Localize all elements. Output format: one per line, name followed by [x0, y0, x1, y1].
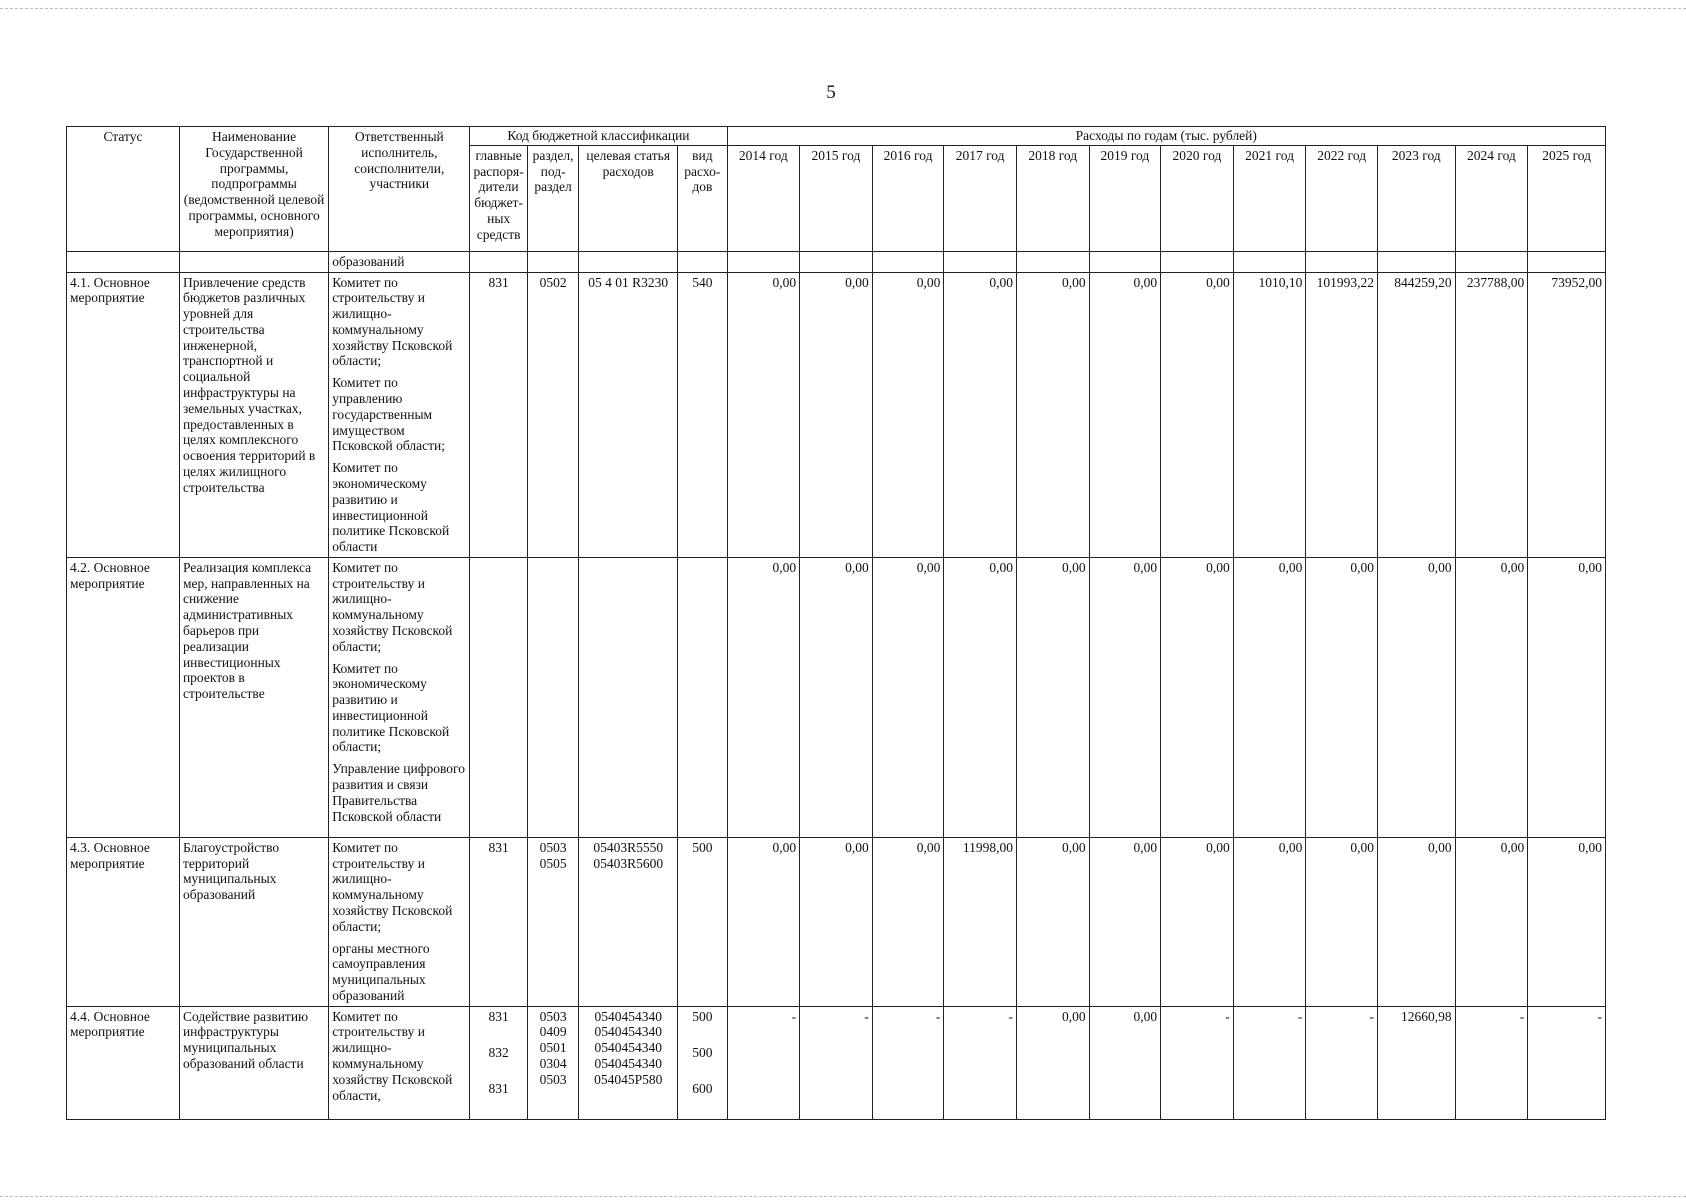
header-executor: Ответственный исполнитель, соисполнители, участники	[329, 127, 470, 252]
value-text: 0,00	[1133, 1008, 1158, 1024]
grbs-value: 831	[488, 839, 509, 855]
value-text: -	[1008, 1008, 1013, 1024]
value-text: 0,00	[1578, 839, 1602, 855]
value-text: 0,00	[845, 839, 869, 855]
value-text: 0,00	[772, 559, 797, 575]
header-year-2017: 2017 год	[944, 145, 1017, 251]
status-text: 4.3. Основное мероприятие	[70, 839, 150, 871]
page-number: 5	[826, 82, 836, 103]
value-text: -	[935, 1008, 941, 1024]
vr-cell	[678, 837, 727, 1006]
executor-entry: Комитет по экономическому развитию и инвестиционной политике Псковской области;	[332, 660, 450, 755]
value-text: 0,00	[772, 839, 797, 855]
value-cell-2023	[1377, 1006, 1455, 1119]
value-text: 0,00	[916, 559, 941, 575]
value-cell-2024	[1455, 1006, 1528, 1119]
razdel-value: 0304	[539, 1056, 567, 1071]
value-text: -	[864, 1008, 869, 1024]
header-year-2019: 2019 год	[1089, 145, 1161, 251]
scan-artifact-top	[0, 8, 1686, 9]
value-cell-2018	[1016, 1006, 1089, 1119]
value-cell-2015	[800, 1006, 873, 1119]
value-text: -	[1369, 1008, 1374, 1024]
budget-table	[66, 126, 1606, 1120]
value-cell-2017	[944, 1006, 1017, 1119]
value-text: 0,00	[1578, 559, 1602, 575]
value-cell-2014	[727, 272, 800, 557]
name-text: Благоустройство территорий муниципальных образований	[182, 839, 280, 903]
value-text: 0,00	[1061, 274, 1086, 290]
razdel-value: 0503	[539, 1008, 567, 1024]
value-text: 0,00	[989, 274, 1013, 290]
csr-value: 0540454340	[594, 1056, 662, 1071]
table-row	[67, 1006, 1606, 1119]
grbs-cell	[470, 837, 527, 1006]
vr-value: 500	[692, 1044, 713, 1060]
value-text: 0,00	[1278, 559, 1303, 575]
value-text: -	[1297, 1008, 1303, 1024]
csr-value: 0540454340	[594, 1008, 662, 1024]
value-text: 0,00	[1427, 559, 1452, 575]
value-cell-2023	[1377, 837, 1455, 1006]
value-text: 844259,20	[1394, 274, 1452, 290]
csr-cell	[579, 557, 678, 837]
executor-cell	[329, 557, 470, 837]
value-cell-2017	[944, 837, 1017, 1006]
value-cell-2024	[1455, 557, 1528, 837]
value-cell-2017	[944, 557, 1017, 837]
vr-value: 500	[692, 1008, 713, 1024]
razdel-value: 0505	[539, 855, 567, 871]
name-text: Содействие развитию инфраструктуры муниципальных образований области	[182, 1008, 309, 1071]
value-cell-2016	[872, 272, 944, 557]
name-cell	[179, 557, 328, 837]
name-text: Реализация комплекса мер, направленных на снижение административных барьеров при реализации инвестиционных проектов в строительстве	[182, 559, 312, 702]
header-row-1	[67, 127, 1606, 146]
header-year-2018: 2018 год	[1016, 145, 1089, 251]
value-text: 0,00	[1350, 839, 1374, 855]
value-cell-2021	[1233, 837, 1306, 1006]
header-year-2021: 2021 год	[1233, 145, 1306, 251]
executor-entry: Комитет по управлению государственным имуществом Псковской области;	[332, 375, 445, 454]
vr-cell	[678, 1006, 727, 1119]
header-year-2016: 2016 год	[872, 145, 944, 251]
value-text: 0,00	[1133, 274, 1158, 290]
value-cell-2020	[1161, 557, 1234, 837]
value-cell-2014	[727, 1006, 800, 1119]
value-text: 0,00	[845, 559, 869, 575]
name-text: Привлечение средств бюджетов различных уровней для строительства инженерной, транспортной и социальной инфраструктуры на земельных участках, предоставленных в целях комплексного освоения территорий в целях жилищного строительства	[182, 274, 316, 495]
value-cell-2025	[1528, 272, 1606, 557]
value-cell-2025	[1528, 1006, 1606, 1119]
value-cell-2021	[1233, 272, 1306, 557]
razdel-cell	[527, 837, 578, 1006]
header-year-2014: 2014 год	[727, 145, 800, 251]
value-cell-2019	[1089, 557, 1161, 837]
value-text: 0,00	[1133, 559, 1158, 575]
grbs-value: 831	[488, 1008, 509, 1024]
header-year-2015: 2015 год	[800, 145, 873, 251]
csr-value: 05 4 01 R3230	[588, 274, 669, 290]
csr-value: 0540454340	[594, 1024, 662, 1040]
value-cell-2014	[727, 557, 800, 837]
status-cell	[67, 837, 180, 1006]
header-vr: вид расхо-дов	[678, 145, 727, 251]
value-cell-2022	[1306, 837, 1378, 1006]
value-cell-2016	[872, 1006, 944, 1119]
value-text: 0,00	[1206, 559, 1230, 575]
header-razdel: раздел, под-раздел	[527, 145, 578, 251]
grbs-value: 832	[488, 1044, 509, 1060]
continuation-text: образований	[329, 251, 470, 272]
value-text: 73952,00	[1551, 274, 1602, 290]
value-text: 11998,00	[962, 839, 1013, 855]
value-text: -	[791, 1008, 797, 1024]
executor-entry: Управление цифрового развития и связи Правительства Псковской области	[332, 761, 465, 824]
value-text: 0,00	[772, 274, 797, 290]
value-text: 0,00	[916, 274, 941, 290]
value-cell-2021	[1233, 1006, 1306, 1119]
value-text: 0,00	[1500, 839, 1525, 855]
header-name: Наименование Государственной программы, подпрограммы (ведомственной целевой программы, основного мероприятия)	[179, 127, 328, 252]
csr-cell	[579, 1006, 678, 1119]
value-text: 0,00	[1061, 559, 1086, 575]
razdel-cell	[527, 557, 578, 837]
status-cell	[67, 272, 180, 557]
value-cell-2025	[1528, 837, 1606, 1006]
razdel-cell	[527, 272, 578, 557]
value-cell-2015	[800, 272, 873, 557]
value-cell-2022	[1306, 1006, 1378, 1119]
value-cell-2020	[1161, 1006, 1234, 1119]
csr-cell	[579, 272, 678, 557]
vr-cell	[678, 557, 727, 837]
grbs-cell	[470, 272, 527, 557]
executor-entry: Комитет по строительству и жилищно-коммунальному хозяйству Псковской области;	[332, 274, 453, 369]
value-cell-2018	[1016, 272, 1089, 557]
header-status: Статус	[67, 127, 180, 252]
header-budget-code: Код бюджетной классификации	[470, 127, 727, 146]
value-text: 0,00	[1427, 839, 1452, 855]
table-row	[67, 272, 1606, 557]
table-row	[67, 837, 1606, 1006]
razdel-value: 0503	[539, 1071, 567, 1087]
value-text: -	[1225, 1008, 1230, 1024]
value-text: 0,00	[989, 559, 1013, 575]
value-cell-2016	[872, 837, 944, 1006]
value-cell-2021	[1233, 557, 1306, 837]
value-cell-2015	[800, 557, 873, 837]
status-cell	[67, 557, 180, 837]
executor-entry: органы местного самоуправления муниципальных образований	[332, 940, 430, 1003]
value-text: 0,00	[916, 839, 941, 855]
value-cell-2023	[1377, 272, 1455, 557]
name-cell	[179, 272, 328, 557]
executor-cell	[329, 1006, 470, 1119]
value-cell-2019	[1089, 837, 1161, 1006]
value-cell-2019	[1089, 272, 1161, 557]
value-cell-2015	[800, 837, 873, 1006]
header-year-2025: 2025 год	[1528, 145, 1606, 251]
scan-artifact-bottom	[0, 1196, 1686, 1197]
header-expenses-by-year: Расходы по годам (тыс. рублей)	[727, 127, 1605, 146]
executor-entry: Комитет по экономическому развитию и инвестиционной политике Псковской области	[332, 460, 450, 555]
status-text: 4.4. Основное мероприятие	[70, 1008, 150, 1040]
value-cell-2022	[1306, 272, 1378, 557]
csr-value: 05403R5550	[593, 839, 664, 855]
value-text: 0,00	[1500, 559, 1525, 575]
value-cell-2020	[1161, 837, 1234, 1006]
executor-cell	[329, 272, 470, 557]
executor-cell	[329, 837, 470, 1006]
value-cell-2020	[1161, 272, 1234, 557]
razdel-value: 0503	[539, 839, 567, 855]
grbs-value: 831	[488, 274, 509, 290]
value-cell-2016	[872, 557, 944, 837]
header-year-2023: 2023 год	[1377, 145, 1455, 251]
csr-value: 054045P580	[594, 1071, 663, 1087]
value-text: 0,00	[1350, 559, 1374, 575]
header-year-2020: 2020 год	[1161, 145, 1234, 251]
header-year-2024: 2024 год	[1455, 145, 1528, 251]
table-row	[67, 557, 1606, 837]
header-year-2022: 2022 год	[1306, 145, 1378, 251]
value-cell-2022	[1306, 557, 1378, 837]
value-text: 0,00	[1206, 839, 1230, 855]
status-text: 4.2. Основное мероприятие	[70, 559, 150, 591]
csr-value: 05403R5600	[593, 855, 664, 871]
value-cell-2018	[1016, 837, 1089, 1006]
value-text: 1010,10	[1258, 274, 1303, 290]
vr-value: 600	[692, 1080, 713, 1096]
razdel-value: 0501	[539, 1040, 567, 1056]
value-text: -	[1597, 1008, 1602, 1024]
value-text: 0,00	[1278, 839, 1303, 855]
value-text: -	[1519, 1008, 1525, 1024]
value-text: 101993,22	[1316, 274, 1374, 290]
value-text: 237788,00	[1466, 274, 1525, 290]
value-cell-2024	[1455, 272, 1528, 557]
value-cell-2023	[1377, 557, 1455, 837]
status-text: 4.1. Основное мероприятие	[70, 274, 150, 306]
continuation-row	[67, 251, 1606, 272]
status-cell	[67, 1006, 180, 1119]
value-cell-2017	[944, 272, 1017, 557]
name-cell	[179, 837, 328, 1006]
value-text: 0,00	[1061, 1008, 1086, 1024]
value-text: 0,00	[1133, 839, 1158, 855]
header-grbs: главные распоря-дители бюджет-ных средств	[470, 145, 527, 251]
value-text: 0,00	[1206, 274, 1230, 290]
value-cell-2025	[1528, 557, 1606, 837]
razdel-value: 0502	[539, 274, 567, 290]
grbs-value: 831	[488, 1080, 509, 1096]
executor-entry: Комитет по строительству и жилищно-коммунальному хозяйству Псковской области;	[332, 839, 453, 934]
value-cell-2018	[1016, 557, 1089, 837]
value-text: 12660,98	[1400, 1008, 1452, 1024]
vr-value: 540	[692, 274, 713, 290]
value-text: 0,00	[845, 274, 869, 290]
csr-value: 0540454340	[594, 1040, 662, 1056]
value-cell-2024	[1455, 837, 1528, 1006]
value-cell-2014	[727, 837, 800, 1006]
vr-cell	[678, 272, 727, 557]
grbs-cell	[470, 557, 527, 837]
name-cell	[179, 1006, 328, 1119]
header-csr: целевая статья расходов	[579, 145, 678, 251]
razdel-cell	[527, 1006, 578, 1119]
value-cell-2019	[1089, 1006, 1161, 1119]
executor-entry: Комитет по строительству и жилищно-коммунальному хозяйству Псковской области,	[332, 1008, 453, 1103]
grbs-cell	[470, 1006, 527, 1119]
csr-cell	[579, 837, 678, 1006]
razdel-value: 0409	[539, 1024, 567, 1040]
executor-entry: Комитет по строительству и жилищно-коммунальному хозяйству Псковской области;	[332, 559, 453, 654]
value-text: 0,00	[1061, 839, 1086, 855]
vr-value: 500	[692, 839, 713, 855]
